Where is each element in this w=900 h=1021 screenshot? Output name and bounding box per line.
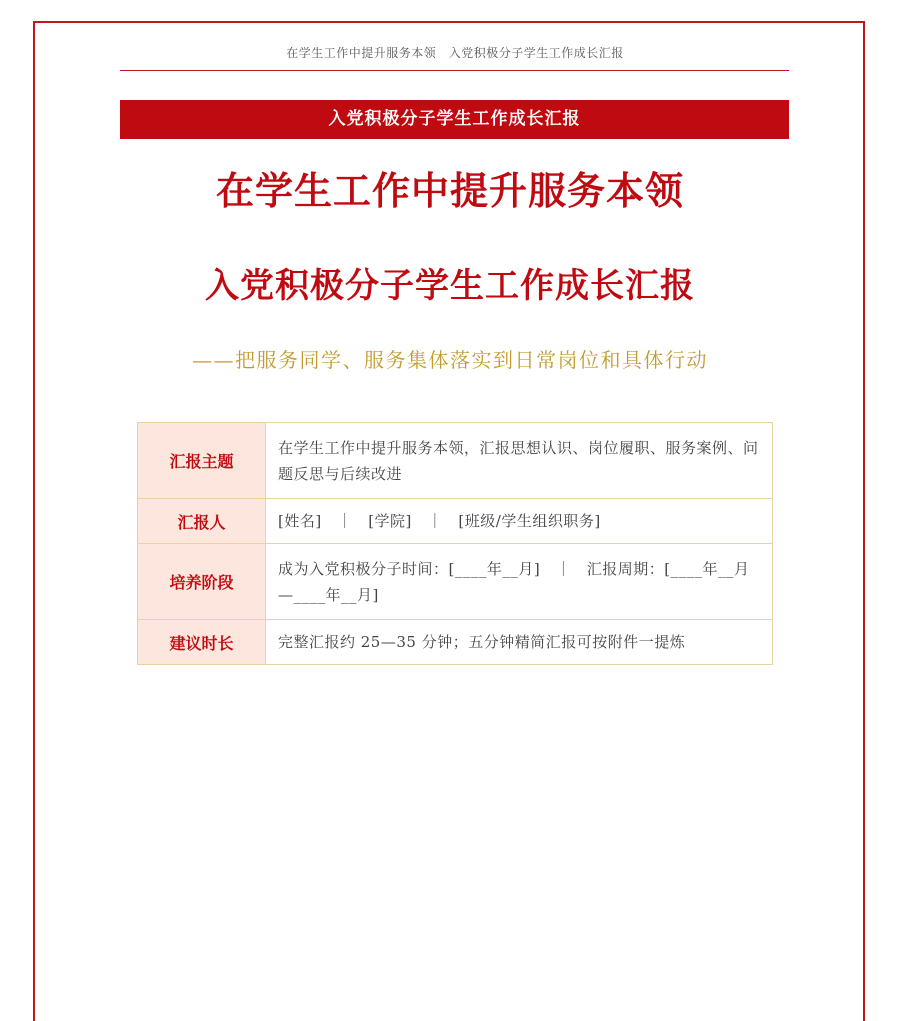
table-label-duration: 建议时长 — [138, 620, 266, 665]
tagline: ——把服务同学、服务集体落实到日常岗位和具体行动 — [192, 348, 708, 372]
table-value-topic: 在学生工作中提升服务本领，汇报思想认识、岗位履职、服务案例、问题反思与后续改进 — [266, 423, 773, 499]
table-value-reporter: [姓名] ｜ [学院] ｜ [班级/学生组织职务] — [266, 499, 773, 544]
sub-title: 入党积极分子学生工作成长汇报 — [205, 266, 695, 306]
table-value-duration: 完整汇报约 25—35 分钟；五分钟精简汇报可按附件一提炼 — [266, 620, 773, 665]
running-header: 在学生工作中提升服务本领 入党积极分子学生工作成长汇报 — [286, 46, 624, 60]
main-title: 在学生工作中提升服务本领 — [215, 169, 684, 213]
header-rule — [120, 70, 789, 71]
table-row — [138, 620, 773, 665]
info-table — [137, 422, 773, 665]
table-row — [138, 499, 773, 544]
table-row — [138, 544, 773, 620]
table-row — [138, 423, 773, 499]
title-banner: 入党积极分子学生工作成长汇报 — [120, 100, 789, 139]
table-label-stage: 培养阶段 — [138, 544, 266, 620]
table-label-topic: 汇报主题 — [138, 423, 266, 499]
table-label-reporter: 汇报人 — [138, 499, 266, 544]
table-value-stage: 成为入党积极分子时间：[____年__月] ｜ 汇报周期：[____年__月—____年__月] — [266, 544, 773, 620]
